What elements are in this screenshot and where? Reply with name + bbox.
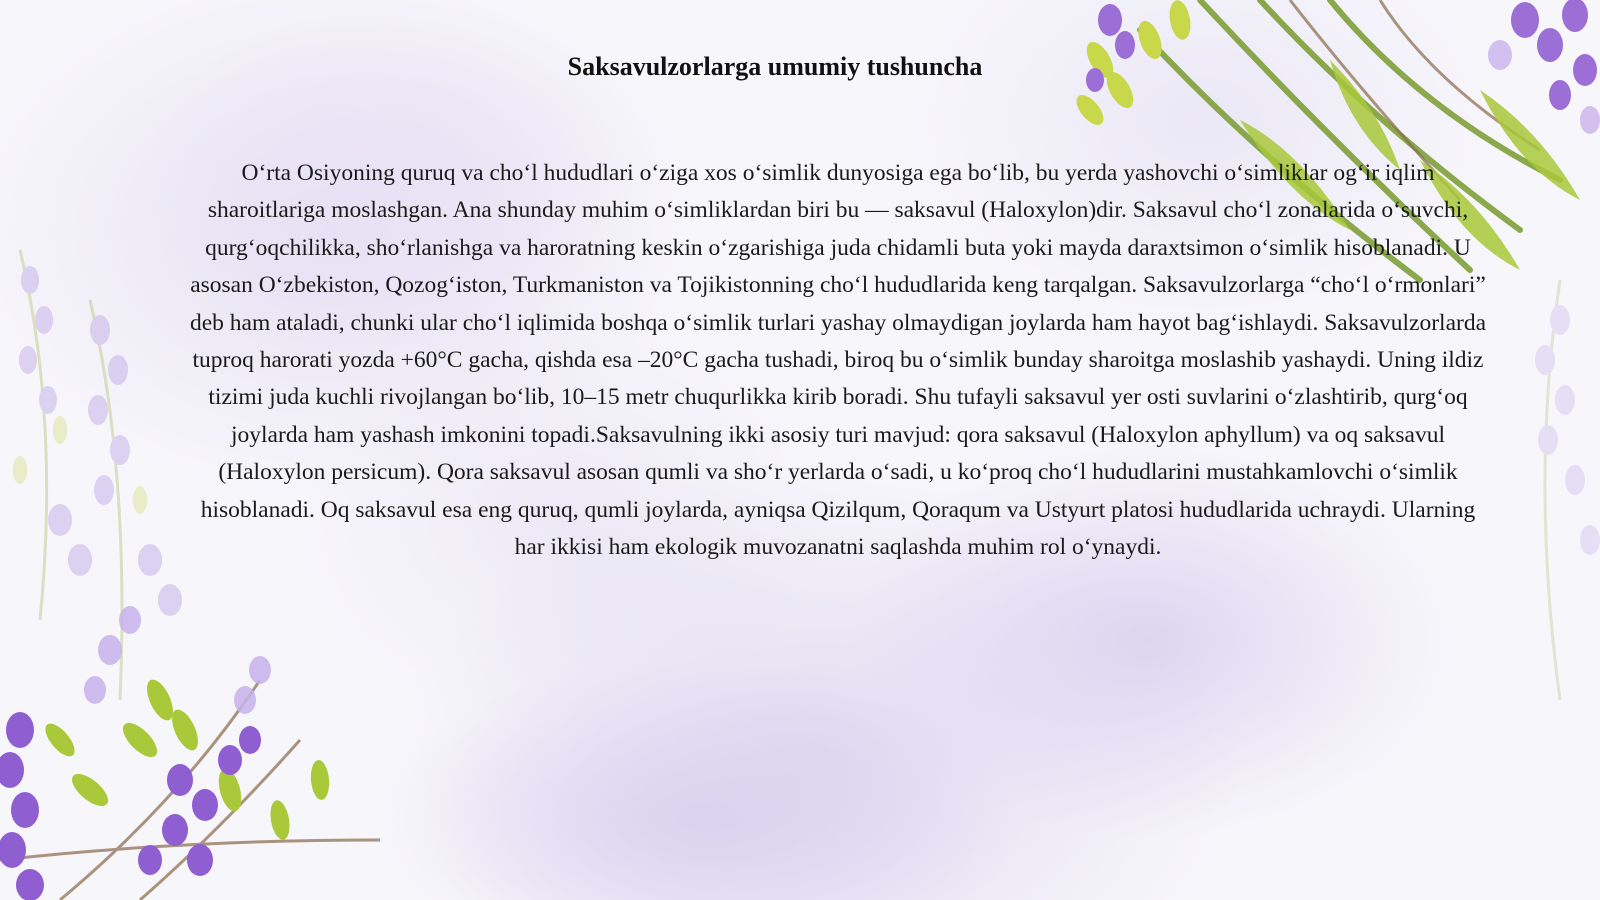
- slide-title: Saksavulzorlarga umumiy tushuncha: [567, 52, 983, 81]
- lavender-bouquet-bottom-left: [0, 606, 380, 900]
- lavender-sprigs-left: [13, 250, 182, 700]
- slide-paragraph: O‘rta Osiyoning quruq va cho‘l hududlari o‘ziga xos o‘simlik dunyosiga ega bo‘lib, bu yerda yashovchi o‘simliklar og‘ir iqlim sharoitlariga moslashgan. Ana shunday muhim o‘simliklardan biri bu — saksavul (Haloxylon)dir. Saksavul cho‘l zonalarida o‘suvchi, qurg‘oqchilikka, sho‘rlanishga va haroratning keskin o‘zgarishiga juda chidamli buta yoki mayda daraxtsimon o‘simlik hisoblanadi. U asosan O‘zbekiston, Qozog‘iston, Turkmaniston va Tojikistonning cho‘l hududlarida keng tarqalgan. Saksavulzorlarga “cho‘l o‘rmonlari” deb ham ataladi, chunki ular cho‘l iqlimida boshqa o‘simlik turlari yashay olmaydigan joylarda ham hayot bag‘ishlaydi. Saksavulzorlarda tuproq harorati yozda +60°C gacha, qishda esa –20°C gacha tushadi, biroq bu o‘simlik bunday sharoitga moslashib yashaydi. Uning ildiz tizimi juda kuchli rivojlangan bo‘lib, 10–15 metr chuqurlikka kirib boradi. Shu tufayli saksavul yer osti suvlarini o‘zlashtirib, qurg‘oq joylarda ham yashash imkonini topadi.Saksavulning ikki asosiy turi mavjud: qora saksavul (Haloxylon aphyllum) va oq saksavul (Haloxylon persicum). Qora saksavul asosan qumli va sho‘r yerlarda o‘sadi, u ko‘proq cho‘l hududlarini mustahkamlovchi o‘simlik hisoblanadi. Oq saksavul esa eng quruq, qumli joylarda, ayniqsa Qizilqum, Qoraqum va Ustyurt platosi hududlarida uchraydi. Ularning har ikkisi ham ekologik muvozanatni saqlashda muhim rol o‘ynaydi.: [189, 160, 1487, 561]
- lavender-sprigs-right: [1535, 280, 1600, 700]
